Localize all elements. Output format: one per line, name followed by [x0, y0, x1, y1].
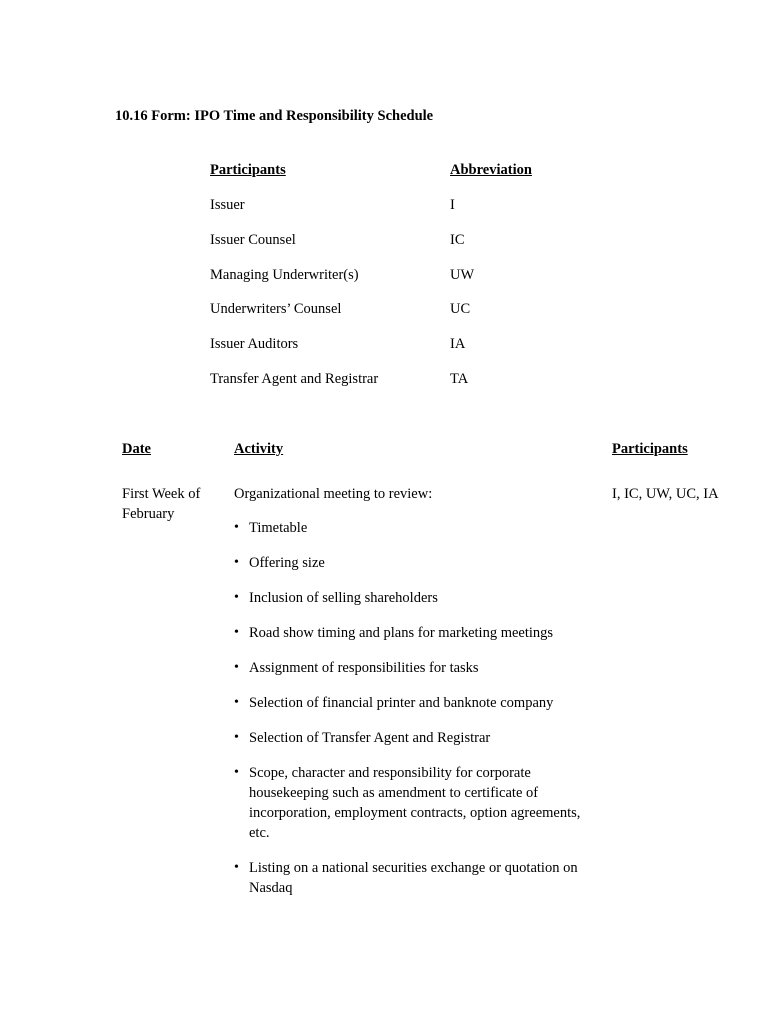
- bullet-icon: •: [234, 555, 239, 570]
- list-item-text: Selection of Transfer Agent and Registrar: [249, 730, 491, 746]
- bullet-icon: •: [234, 590, 239, 605]
- bullet-icon: •: [234, 695, 239, 710]
- date-cell: First Week of February: [122, 486, 201, 522]
- page-title: 10.16 Form: IPO Time and Responsibility Schedule: [115, 108, 434, 124]
- schedule-participants-header: Participants: [612, 441, 688, 457]
- date-header: Date: [122, 441, 151, 457]
- participant-abbr: TA: [450, 371, 469, 387]
- participant-abbr: UC: [450, 301, 471, 317]
- participant-name: Underwriters’ Counsel: [210, 301, 342, 317]
- participant-name: Transfer Agent and Registrar: [210, 371, 379, 387]
- bullet-icon: •: [234, 730, 239, 745]
- schedule-participants-cell: I, IC, UW, UC, IA: [612, 486, 719, 502]
- list-item-text: Listing on a national securities exchange or quotation on Nasdaq: [249, 860, 578, 896]
- participant-name: Managing Underwriter(s): [210, 267, 359, 283]
- participant-abbr: IA: [450, 336, 466, 352]
- participant-abbr: IC: [450, 232, 465, 248]
- bullet-icon: •: [234, 660, 239, 675]
- bullet-icon: •: [234, 520, 239, 535]
- list-item: [234, 553, 594, 573]
- participant-name: Issuer Counsel: [210, 232, 296, 248]
- participant-abbr: UW: [450, 267, 475, 283]
- list-item-text: Road show timing and plans for marketing meetings: [249, 625, 554, 641]
- participant-name: Issuer Auditors: [210, 336, 299, 352]
- list-item-text: Scope, character and responsibility for corporate housekeeping such as amendment to certificate of incorporation, employment contracts, option agreements, etc.: [249, 765, 581, 841]
- list-item: [234, 858, 594, 898]
- bullet-icon: •: [234, 860, 239, 875]
- list-item-text: Offering size: [249, 555, 325, 571]
- list-item: [234, 623, 594, 643]
- list-item-text: Assignment of responsibilities for tasks: [249, 660, 479, 676]
- list-item: [234, 693, 594, 713]
- abbreviation-header: Abbreviation: [450, 162, 532, 178]
- participant-name: Issuer: [210, 197, 245, 213]
- list-item: [234, 658, 594, 678]
- list-item: [234, 518, 594, 538]
- list-item-text: Inclusion of selling shareholders: [249, 590, 438, 606]
- participant-abbr: I: [450, 197, 455, 213]
- bullet-icon: •: [234, 765, 239, 780]
- activity-intro: Organizational meeting to review:: [234, 486, 433, 502]
- list-item: [234, 588, 594, 608]
- list-item-text: Timetable: [249, 520, 308, 536]
- list-item: [234, 763, 594, 843]
- participants-header: Participants: [210, 162, 286, 178]
- activity-header: Activity: [234, 441, 284, 457]
- list-item: [234, 728, 594, 748]
- activity-list: [234, 518, 594, 913]
- bullet-icon: •: [234, 625, 239, 640]
- list-item-text: Selection of financial printer and banknote company: [249, 695, 554, 711]
